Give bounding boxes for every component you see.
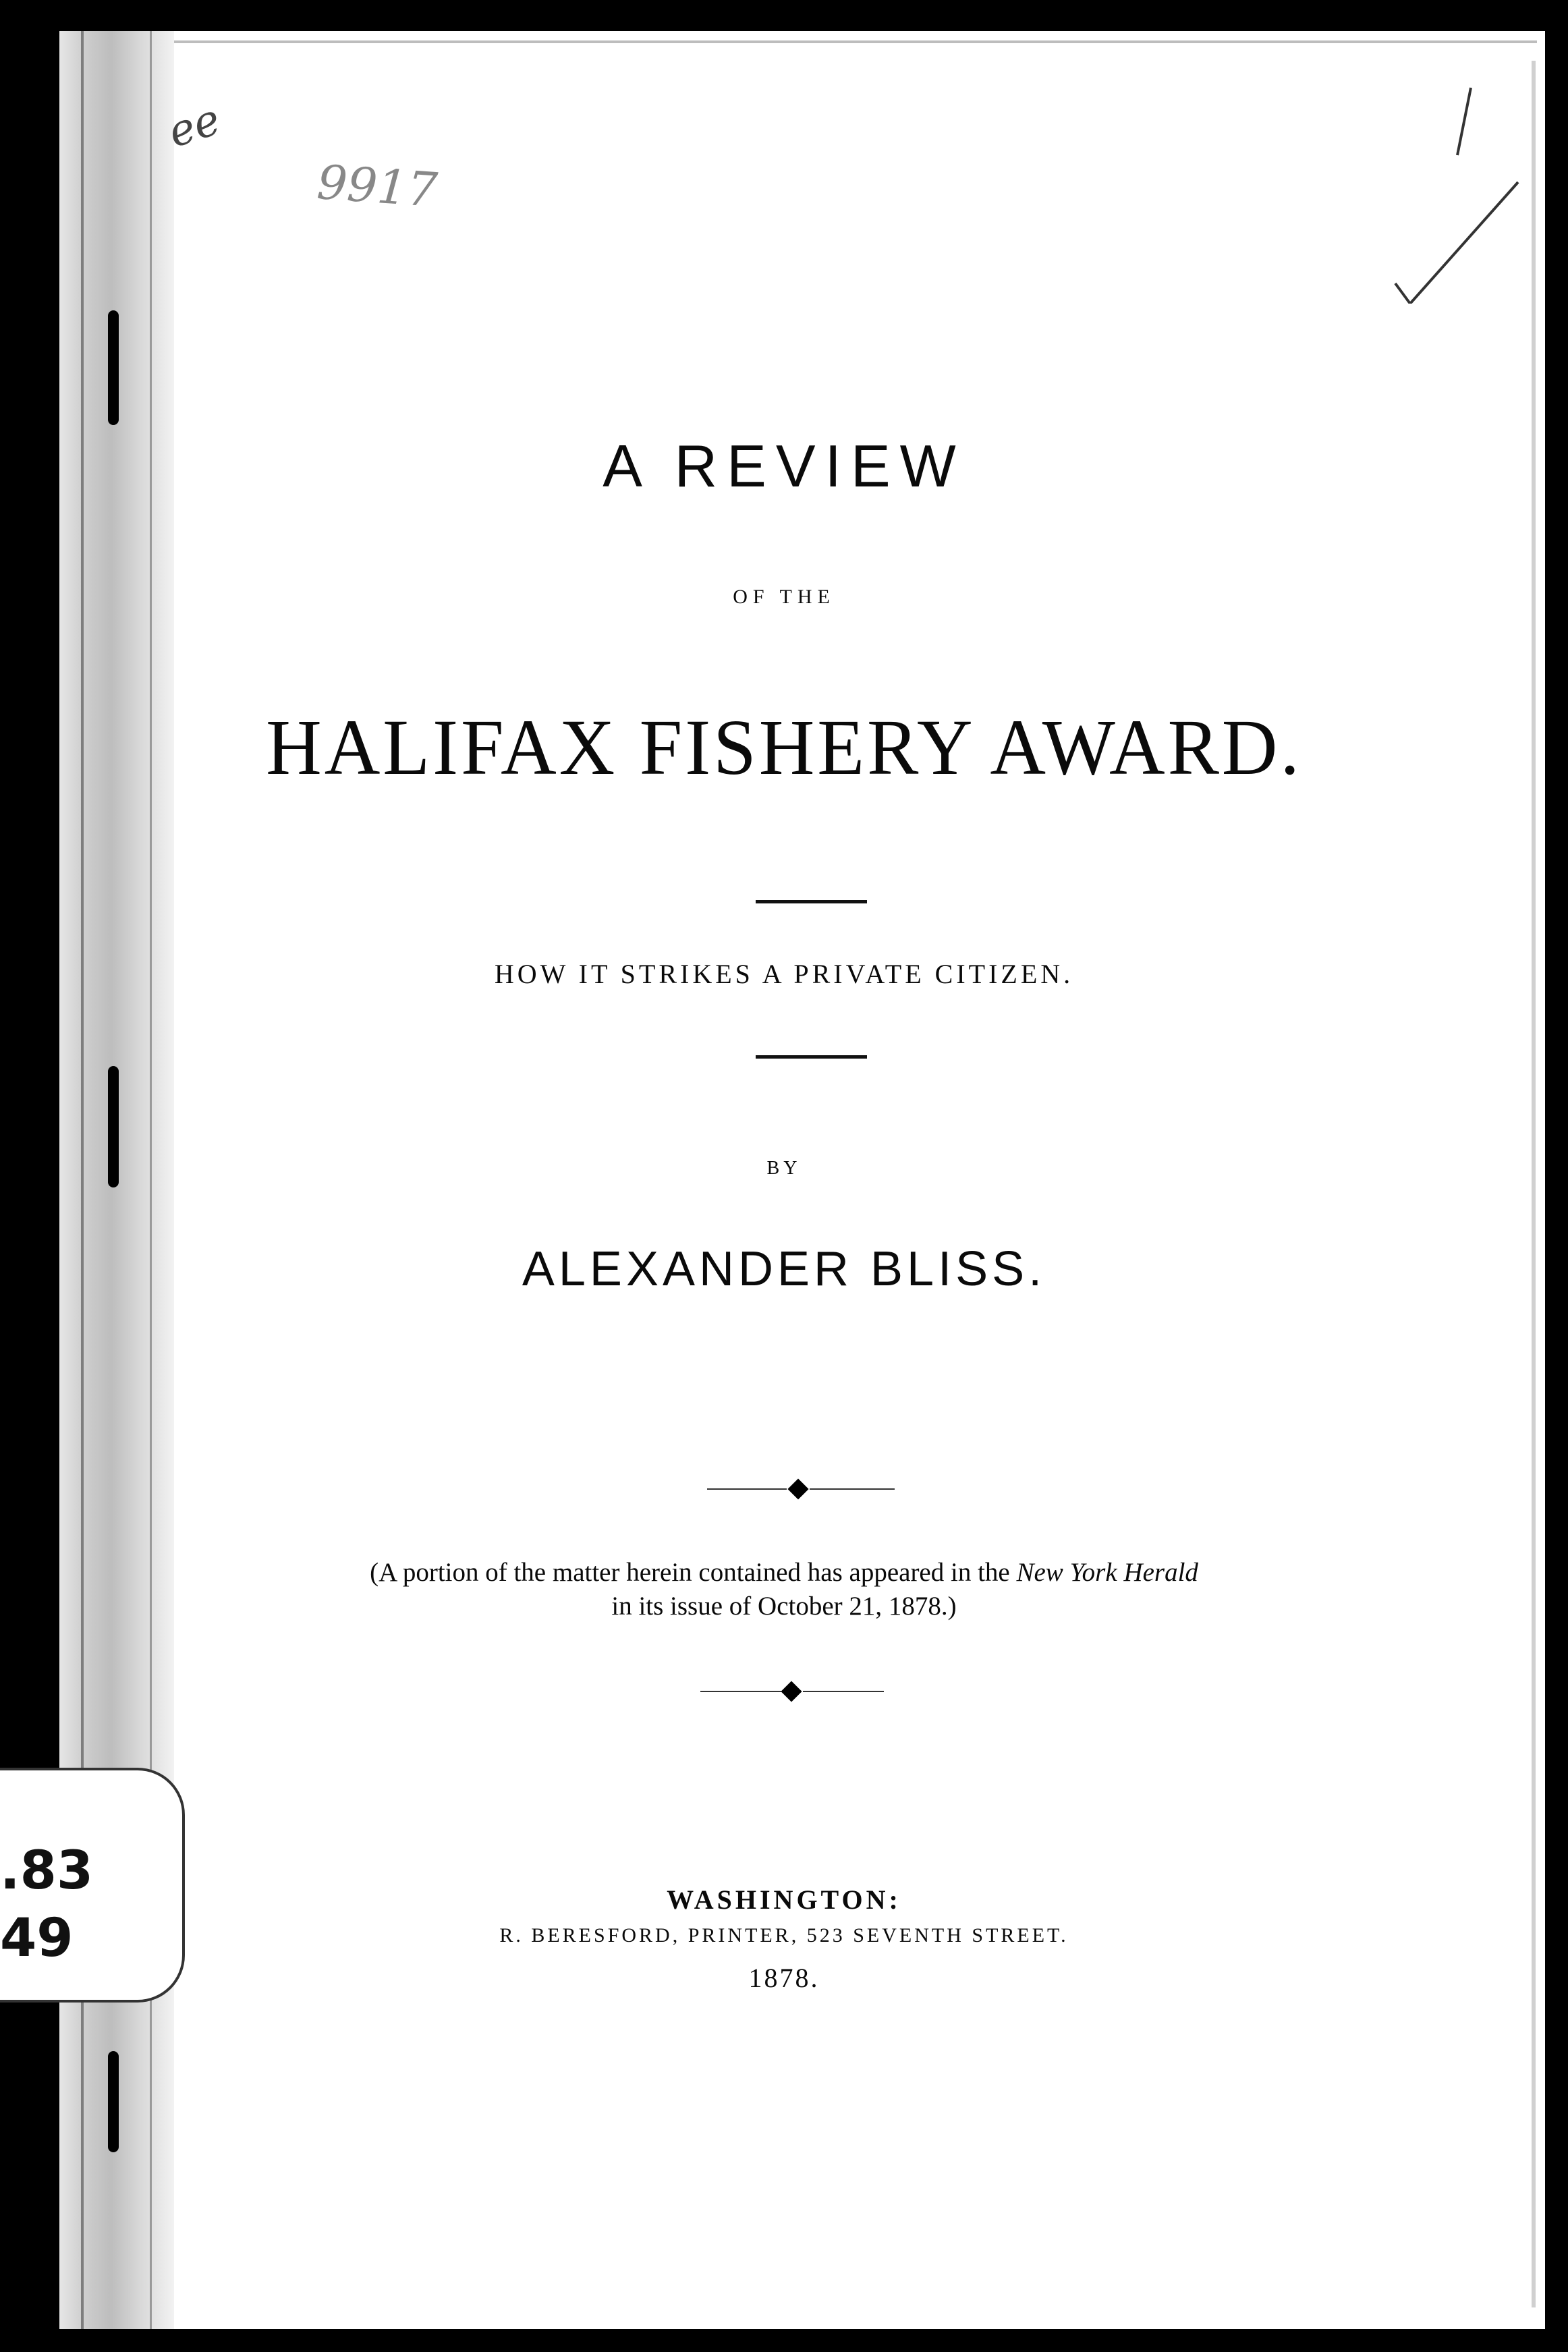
ornament-line bbox=[707, 1488, 787, 1490]
scan-border-top bbox=[0, 0, 1568, 31]
main-title: HALIFAX FISHERY AWARD. bbox=[266, 703, 1302, 791]
binding-stitch bbox=[108, 2051, 119, 2152]
call-number-line: .83 bbox=[0, 1841, 94, 1901]
imprint-printer: R. BERESFORD, PRINTER, 523 SEVENTH STREET. bbox=[499, 1924, 1069, 1947]
ornament-line bbox=[810, 1488, 895, 1490]
handwritten-number: 9917 bbox=[315, 154, 439, 219]
ornament-line bbox=[803, 1691, 884, 1692]
byline-by: BY bbox=[766, 1158, 802, 1179]
ornament-line bbox=[700, 1691, 781, 1692]
call-number-line: 49 bbox=[0, 1908, 74, 1969]
note-line-2: in its issue of October 21, 1878.) bbox=[611, 1592, 957, 1621]
scan-border-bottom bbox=[0, 2329, 1568, 2352]
note-text: (A portion of the matter herein contained has appeared in the bbox=[370, 1558, 1017, 1587]
page-edge bbox=[174, 40, 1537, 43]
ornament-diamond-icon bbox=[787, 1478, 808, 1499]
title-line-of-the: OF THE bbox=[733, 586, 835, 608]
imprint-city: WASHINGTON: bbox=[667, 1884, 901, 1915]
subtitle-divider bbox=[756, 1055, 867, 1059]
subtitle: HOW IT STRIKES A PRIVATE CITIZEN. bbox=[494, 959, 1074, 989]
ornament-diamond-icon bbox=[781, 1681, 802, 1702]
newspaper-name: New York Herald bbox=[1016, 1558, 1198, 1587]
checkmark-icon bbox=[1390, 81, 1525, 304]
author-name: ALEXANDER BLISS. bbox=[522, 1242, 1046, 1296]
imprint-year: 1878. bbox=[748, 1963, 820, 1993]
handwritten-mark: ee bbox=[162, 94, 227, 158]
title-divider bbox=[756, 900, 867, 903]
binding-stitch bbox=[108, 310, 119, 425]
note-line-1 bbox=[0, 1557, 1568, 1588]
title-line-review: A REVIEW bbox=[603, 432, 965, 499]
